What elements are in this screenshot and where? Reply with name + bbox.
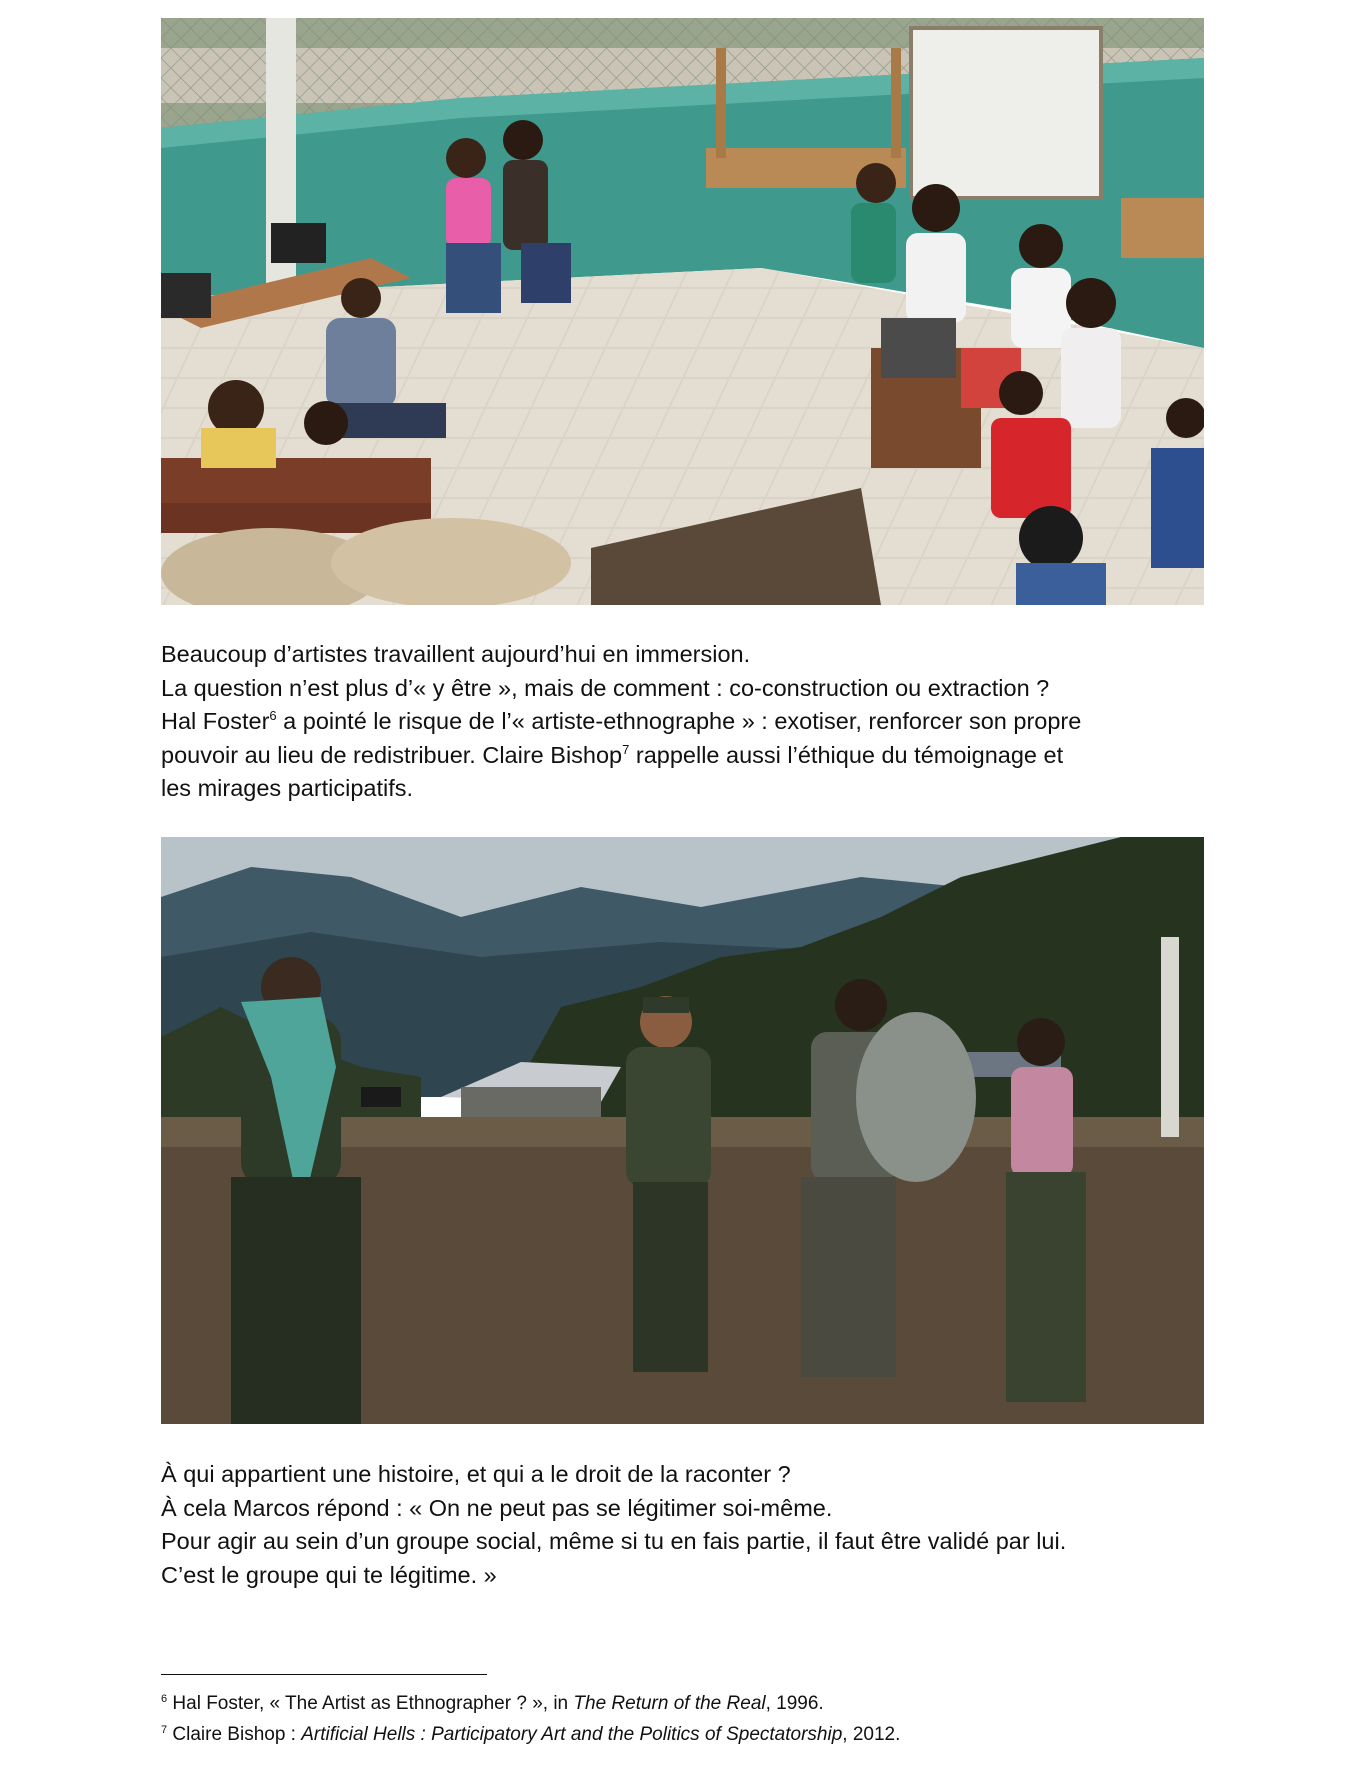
paragraph-line: C’est le groupe qui te légitime. » bbox=[161, 1561, 497, 1588]
photo-community-meeting bbox=[161, 18, 1204, 605]
paragraph-text: pouvoir au lieu de redistribuer. Claire Bishop bbox=[161, 741, 623, 768]
footnote-separator bbox=[161, 1674, 487, 1675]
footnote-7 bbox=[161, 1719, 900, 1750]
footnote-text: , 2012. bbox=[842, 1724, 901, 1745]
paragraph-text: Hal Foster bbox=[161, 708, 270, 734]
footnote-title: Artificial Hells : Participatory Art and the Politics of Spectatorship bbox=[301, 1724, 843, 1745]
paragraph-line: À qui appartient une histoire, et qui a le droit de la raconter ? bbox=[161, 1461, 791, 1487]
paragraph-line: Pour agir au sein d’un groupe social, même si tu en fais partie, il faut être validé par lui. bbox=[161, 1528, 1067, 1554]
photo-community-meeting-illustration bbox=[161, 18, 1204, 605]
paragraph-immersion bbox=[161, 638, 1221, 806]
photo-camp-mountains-illustration bbox=[161, 837, 1204, 1424]
footnote-ref-7[interactable]: 7 bbox=[622, 741, 630, 757]
footnote-number: 7 bbox=[161, 1724, 168, 1736]
paragraph-line bbox=[161, 739, 1221, 773]
footnote-text: , 1996. bbox=[765, 1693, 824, 1714]
photo-camp-mountains bbox=[161, 837, 1204, 1424]
paragraph-line: Beaucoup d’artistes travaillent aujourd’hui en immersion. bbox=[161, 641, 751, 667]
paragraph-text: rappelle aussi l’éthique du témoignage et bbox=[629, 741, 1064, 768]
footnotes bbox=[161, 1688, 900, 1750]
footnote-number: 6 bbox=[161, 1693, 168, 1705]
paragraph-text: a pointé le risque de l’« artiste-ethnographe » : exotiser, renforcer son propre bbox=[276, 708, 1082, 734]
footnote-text: Hal Foster, « The Artist as Ethnographer ? », in bbox=[167, 1693, 574, 1714]
paragraph-line: les mirages participatifs. bbox=[161, 775, 414, 801]
paragraph-line: La question n’est plus d’« y être », mais de comment : co-construction ou extraction ? bbox=[161, 674, 1050, 701]
paragraph-line bbox=[161, 705, 1221, 739]
footnote-ref-6[interactable]: 6 bbox=[269, 708, 277, 723]
footnote-text: Claire Bishop : bbox=[167, 1724, 302, 1745]
paragraph-line: À cela Marcos répond : « On ne peut pas se légitimer soi-même. bbox=[161, 1494, 833, 1521]
footnote-6 bbox=[161, 1688, 900, 1719]
paragraph-legitimacy bbox=[161, 1458, 1221, 1592]
footnote-title: The Return of the Real bbox=[573, 1693, 766, 1714]
